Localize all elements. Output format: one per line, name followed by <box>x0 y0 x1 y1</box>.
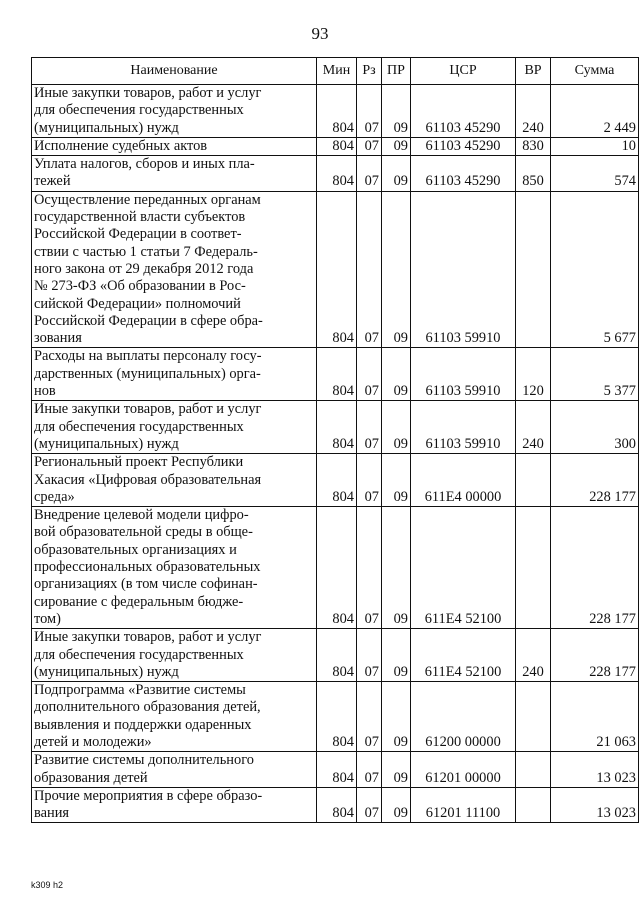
cell-vr: 240 <box>516 401 551 454</box>
cell-rz: 07 <box>357 191 382 348</box>
cell-name: Расходы на выплаты персоналу госу- дарственных (муниципальных) орга- нов <box>32 348 317 401</box>
cell-pr: 09 <box>382 137 411 155</box>
cell-vr <box>516 507 551 629</box>
cell-csr: 61103 45290 <box>411 85 516 138</box>
cell-sum: 13 023 <box>551 752 639 788</box>
table-row <box>32 348 639 401</box>
column-header-csr: ЦСР <box>411 58 516 85</box>
cell-rz: 07 <box>357 752 382 788</box>
cell-min: 804 <box>317 85 357 138</box>
cell-vr: 240 <box>516 85 551 138</box>
table-header-row <box>32 58 639 85</box>
cell-csr: 61103 59910 <box>411 348 516 401</box>
cell-csr: 611E4 52100 <box>411 507 516 629</box>
cell-csr: 61201 11100 <box>411 787 516 823</box>
cell-csr: 61200 00000 <box>411 682 516 752</box>
cell-name: Региональный проект Республики Хакасия «Цифровая образовательная среда» <box>32 454 317 507</box>
cell-vr: 830 <box>516 137 551 155</box>
cell-rz: 07 <box>357 85 382 138</box>
cell-rz: 07 <box>357 348 382 401</box>
cell-pr: 09 <box>382 682 411 752</box>
cell-pr: 09 <box>382 156 411 192</box>
cell-rz: 07 <box>357 156 382 192</box>
cell-min: 804 <box>317 682 357 752</box>
cell-rz: 07 <box>357 401 382 454</box>
cell-sum: 13 023 <box>551 787 639 823</box>
cell-pr: 09 <box>382 507 411 629</box>
cell-pr: 09 <box>382 787 411 823</box>
cell-rz: 07 <box>357 682 382 752</box>
cell-rz: 07 <box>357 454 382 507</box>
cell-min: 804 <box>317 629 357 682</box>
cell-min: 804 <box>317 348 357 401</box>
table-row <box>32 401 639 454</box>
cell-min: 804 <box>317 787 357 823</box>
cell-name: Иные закупки товаров, работ и услуг для обеспечения государственных (муниципальных) нужд <box>32 401 317 454</box>
table-row <box>32 137 639 155</box>
table-row <box>32 191 639 348</box>
footer-code: k309 h2 <box>31 880 64 890</box>
cell-rz: 07 <box>357 137 382 155</box>
table-row <box>32 787 639 823</box>
column-header-vr: ВР <box>516 58 551 85</box>
table-row <box>32 682 639 752</box>
column-header-sum: Сумма <box>551 58 639 85</box>
cell-sum: 2 449 <box>551 85 639 138</box>
cell-rz: 07 <box>357 507 382 629</box>
cell-vr <box>516 752 551 788</box>
cell-name: Внедрение целевой модели цифро- вой образовательной среды в обще- образовательных организациях и профессиональных образовательных организациях (в том числе софинан- сирование с федеральным бюдже- том) <box>32 507 317 629</box>
cell-min: 804 <box>317 191 357 348</box>
column-header-pr: ПР <box>382 58 411 85</box>
cell-sum: 10 <box>551 137 639 155</box>
cell-name: Подпрограмма «Развитие системы дополнительного образования детей, выявления и поддержки одаренных детей и молодежи» <box>32 682 317 752</box>
cell-pr: 09 <box>382 401 411 454</box>
cell-csr: 61103 59910 <box>411 191 516 348</box>
cell-csr: 61103 45290 <box>411 137 516 155</box>
cell-pr: 09 <box>382 348 411 401</box>
cell-csr: 611E4 00000 <box>411 454 516 507</box>
cell-pr: 09 <box>382 629 411 682</box>
page-number: 93 <box>311 24 329 43</box>
cell-csr: 61201 00000 <box>411 752 516 788</box>
cell-vr <box>516 787 551 823</box>
cell-vr: 120 <box>516 348 551 401</box>
table-row <box>32 454 639 507</box>
cell-sum: 5 677 <box>551 191 639 348</box>
column-header-name: Наименование <box>32 58 317 85</box>
column-header-rz: Рз <box>357 58 382 85</box>
cell-sum: 300 <box>551 401 639 454</box>
cell-min: 804 <box>317 401 357 454</box>
cell-min: 804 <box>317 454 357 507</box>
cell-sum: 228 177 <box>551 507 639 629</box>
cell-pr: 09 <box>382 454 411 507</box>
cell-min: 804 <box>317 752 357 788</box>
cell-vr <box>516 682 551 752</box>
cell-pr: 09 <box>382 191 411 348</box>
cell-name: Иные закупки товаров, работ и услуг для обеспечения государственных (муниципальных) нужд <box>32 629 317 682</box>
column-header-min: Мин <box>317 58 357 85</box>
table-row <box>32 507 639 629</box>
cell-csr: 61103 59910 <box>411 401 516 454</box>
table-row <box>32 85 639 138</box>
cell-name: Развитие системы дополнительного образования детей <box>32 752 317 788</box>
cell-vr: 240 <box>516 629 551 682</box>
table-row <box>32 629 639 682</box>
table-row <box>32 156 639 192</box>
cell-csr: 611E4 52100 <box>411 629 516 682</box>
cell-vr: 850 <box>516 156 551 192</box>
cell-min: 804 <box>317 507 357 629</box>
cell-sum: 228 177 <box>551 454 639 507</box>
cell-sum: 574 <box>551 156 639 192</box>
cell-name: Иные закупки товаров, работ и услуг для обеспечения государственных (муниципальных) нужд <box>32 85 317 138</box>
cell-sum: 5 377 <box>551 348 639 401</box>
cell-name: Уплата налогов, сборов и иных пла- тежей <box>32 156 317 192</box>
cell-rz: 07 <box>357 629 382 682</box>
cell-name: Прочие мероприятия в сфере образо- вания <box>32 787 317 823</box>
cell-vr <box>516 191 551 348</box>
cell-csr: 61103 45290 <box>411 156 516 192</box>
table-row <box>32 752 639 788</box>
cell-name: Исполнение судебных актов <box>32 137 317 155</box>
cell-sum: 228 177 <box>551 629 639 682</box>
cell-name: Осуществление переданных органам государственной власти субъектов Российской Федерации в соответ- ствии с частью 1 статьи 7 Федераль- ного закона от 29 декабря 2012 года № 273-ФЗ «Об образовании в Рос- сийской Федерации» полномочий Российской Федерации в сфере обра- зования <box>32 191 317 348</box>
cell-pr: 09 <box>382 85 411 138</box>
cell-sum: 21 063 <box>551 682 639 752</box>
budget-table <box>31 57 639 823</box>
cell-pr: 09 <box>382 752 411 788</box>
cell-min: 804 <box>317 156 357 192</box>
cell-vr <box>516 454 551 507</box>
cell-rz: 07 <box>357 787 382 823</box>
cell-min: 804 <box>317 137 357 155</box>
